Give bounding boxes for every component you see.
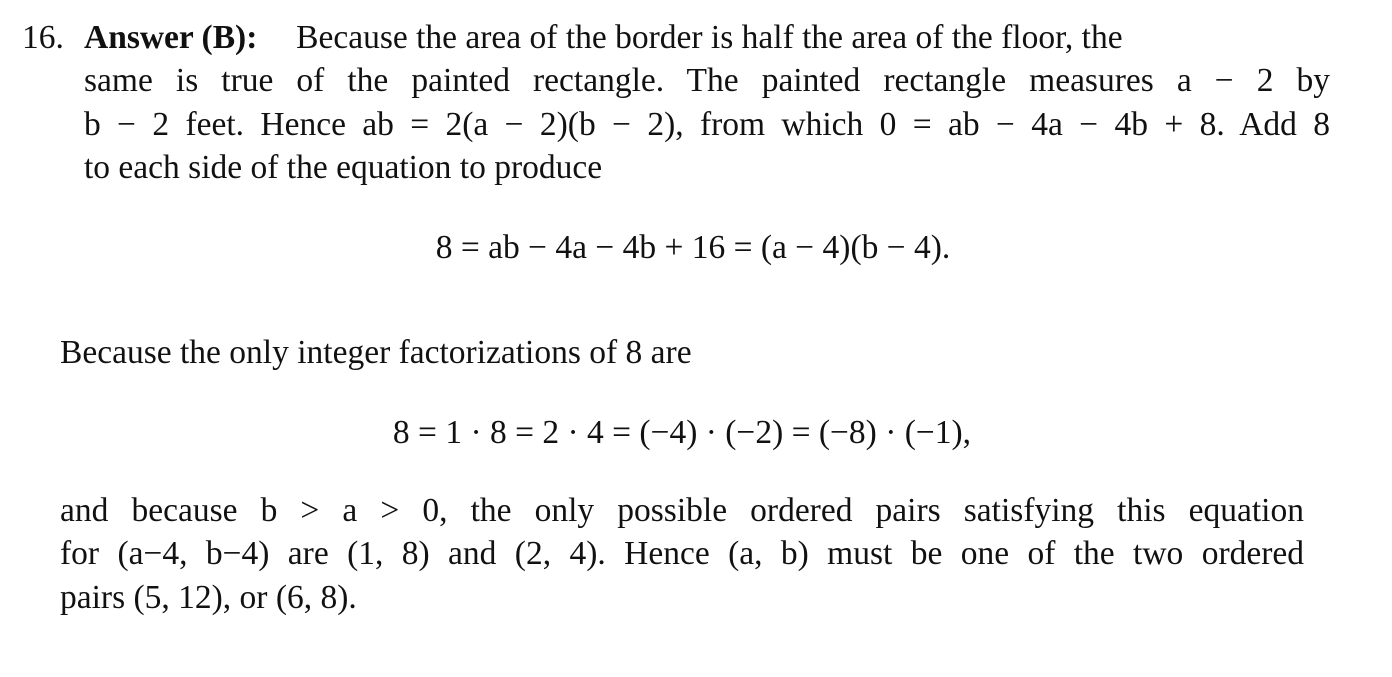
- intro-first-line: Because the area of the border is half the area of the floor, the: [296, 19, 1123, 56]
- answer-label: Answer (B):: [84, 19, 258, 56]
- problem-first-line: [84, 16, 1330, 59]
- intro-line: to each side of the equation to produce: [84, 149, 603, 186]
- conclusion-line: and because b > a > 0, the only possible ordered pairs satisfying this equation: [60, 492, 1304, 529]
- factor-intro-paragraph: Because the only integer factorizations of 8 are: [60, 334, 692, 371]
- equation-factorizations: 8 = 1 · 8 = 2 · 4 = (−4) · (−2) = (−8) · (−1),: [392, 414, 972, 451]
- equation-factored: 8 = ab − 4a − 4b + 16 = (a − 4)(b − 4).: [435, 229, 951, 266]
- intro-line: same is true of the painted rectangle. The painted rectangle measures a − 2 by: [84, 62, 1330, 99]
- intro-line: b − 2 feet. Hence ab = 2(a − 2)(b − 2), from which 0 = ab − 4a − 4b + 8. Add 8: [84, 106, 1330, 143]
- conclusion-line: for (a−4, b−4) are (1, 8) and (2, 4). Hence (a, b) must be one of the two ordered: [60, 535, 1304, 572]
- conclusion-line: pairs (5, 12), or (6, 8).: [60, 579, 357, 616]
- problem-number: 16.: [22, 19, 64, 56]
